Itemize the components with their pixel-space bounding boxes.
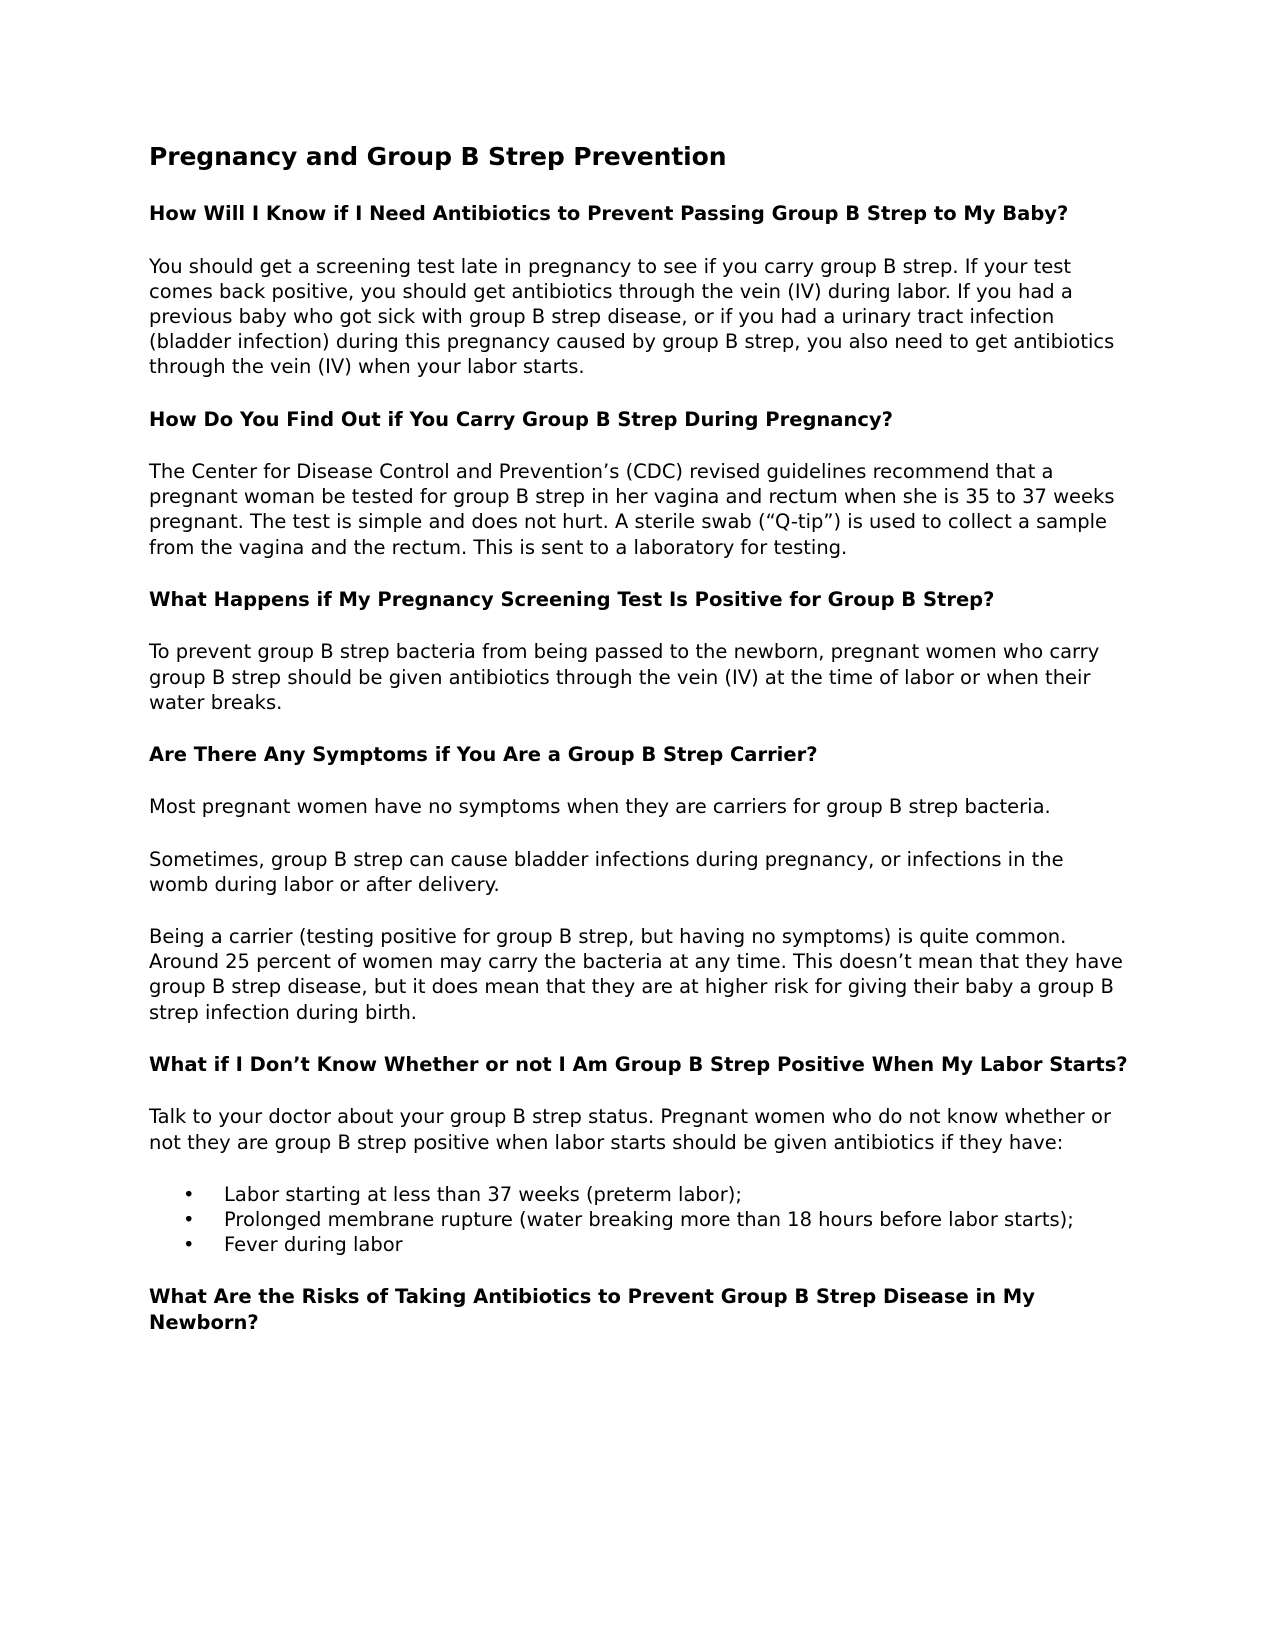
section-heading: What Are the Risks of Taking Antibiotics to Prevent Group B Strep Disease in My Newborn? [149, 1285, 1035, 1334]
bullet-icon: • [183, 1182, 195, 1206]
document-page [149, 140, 1129, 1362]
section-paragraph: You should get a screening test late in pregnancy to see if you carry group B strep. If your test comes back positive, you should get antibiotics through the vein (IV) during labor. If you had a previous baby who got sick with group B strep disease, or if you had a urinary tract infection (bladder infection) during this pregnancy caused by group B strep, you also need to get antibiotics through the vein (IV) when your labor starts. [149, 254, 1115, 379]
section-heading: What if I Don’t Know Whether or not I Am Group B Strep Positive When My Labor Starts? [149, 1052, 1128, 1076]
section-heading: How Will I Know if I Need Antibiotics to Prevent Passing Group B Strep to My Baby? [149, 202, 1069, 225]
list-item [149, 1182, 1129, 1207]
list-item-text: Fever during labor [224, 1233, 403, 1257]
bullet-icon: • [183, 1233, 195, 1257]
bullet-icon: • [183, 1207, 195, 1231]
list-item [149, 1207, 1129, 1232]
page-title: Pregnancy and Group B Strep Prevention [149, 142, 727, 171]
section-paragraph: The Center for Disease Control and Prevention’s (CDC) revised guidelines recommend that a pregnant woman be tested for group B strep in her vagina and rectum when she is 35 to 37 weeks pregnant. The test is simple and does not hurt. A sterile swab (“Q-tip”) is used to collect a sample from the vagina and the rectum. This is sent to a laboratory for testing. [149, 460, 1115, 559]
section-paragraph: Sometimes, group B strep can cause bladder infections during pregnancy, or infections in the womb during labor or after delivery. [149, 847, 1064, 896]
section-heading: What Happens if My Pregnancy Screening Test Is Positive for Group B Strep? [149, 587, 995, 611]
list-item-text: Labor starting at less than 37 weeks (preterm labor); [224, 1182, 742, 1206]
section-heading: How Do You Find Out if You Carry Group B Strep During Pregnancy? [149, 407, 893, 431]
section-paragraph: Being a carrier (testing positive for group B strep, but having no symptoms) is quite common. Around 25 percent of women may carry the bacteria at any time. This doesn’t mean that they have group B strep disease, but it does mean that they are at higher risk for giving their baby a group B strep infection during birth. [149, 925, 1123, 1024]
section-heading: Are There Any Symptoms if You Are a Group B Strep Carrier? [149, 742, 818, 766]
list-item [149, 1232, 1129, 1257]
section-paragraph: Most pregnant women have no symptoms when they are carriers for group B strep bacteria. [149, 795, 1051, 819]
risk-factor-list [149, 1182, 1129, 1258]
section-paragraph: Talk to your doctor about your group B strep status. Pregnant women who do not know whether or not they are group B strep positive when labor starts should be given antibiotics if they have: [149, 1105, 1111, 1154]
list-item-text: Prolonged membrane rupture (water breaking more than 18 hours before labor starts); [224, 1207, 1074, 1231]
section-paragraph: To prevent group B strep bacteria from being passed to the newborn, pregnant women who carry group B strep should be given antibiotics through the vein (IV) at the time of labor or when their water breaks. [149, 640, 1100, 714]
